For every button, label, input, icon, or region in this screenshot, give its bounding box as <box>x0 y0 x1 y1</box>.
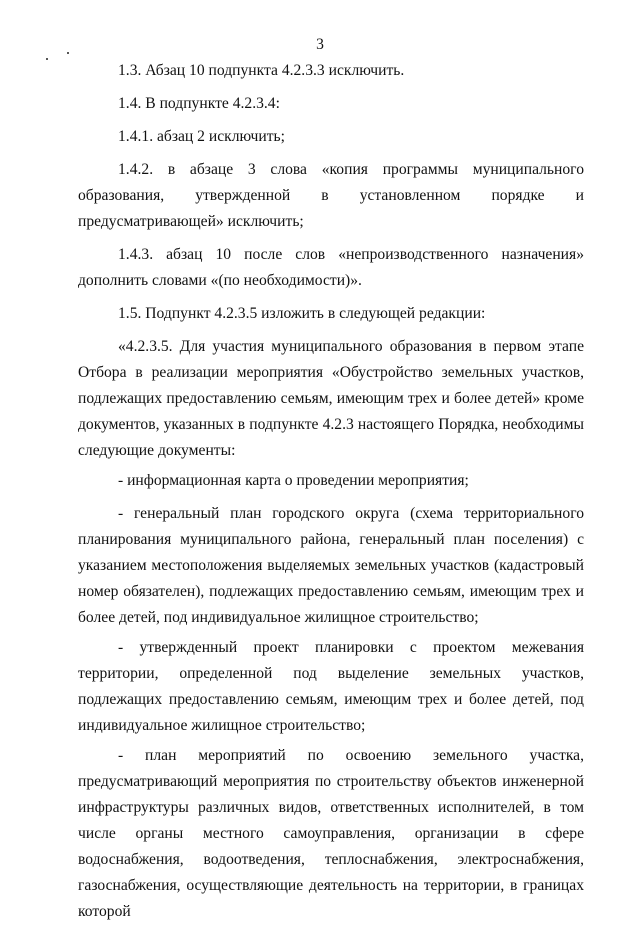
paragraph-1-5: 1.5. Подпункт 4.2.3.5 изложить в следующей редакции: <box>118 305 486 322</box>
list-item-info-card: - информационная карта о проведении мероприятия; <box>118 472 469 489</box>
page-number: 3 <box>316 36 324 53</box>
list-item-action-plan: - план мероприятий по освоению земельного участка, предусматривающий мероприятия по строительству объектов инженерной инфраструктуры различных видов, ответственных исполнителей, в том числе органы местного самоуправления, организации в сфере водоснабжения, водоотведения, теплоснабжения, электроснабжения, газоснабжения, осуществляющие деятельность на территории, в границах которой <box>78 747 584 920</box>
paragraph-4-2-3-5: «4.2.3.5. Для участия муниципального образования в первом этапе Отбора в реализации мероприятия «Обустройство земельных участков, подлежащих предоставлению семьям, имеющим трех и более детей» кроме документов, указанных в подпункте 4.2.3 настоящего Порядка, необходимы следующие документы: <box>78 338 584 459</box>
list-item-general-plan: - генеральный план городского округа (схема территориального планирования муниципального района, генеральный план поселения) с указанием местоположения выделяемых земельных участков (кадастровый номер обязателен), подлежащих предоставлению семьям, имеющим трех и более детей, под индивидуальное жилищное строительство; <box>78 505 584 626</box>
paragraph-1-4-2: 1.4.2. в абзаце 3 слова «копия программы муниципального образования, утвержденной в установленном порядке и предусматривающей» исключить; <box>78 161 584 230</box>
paragraph-1-4: 1.4. В подпункте 4.2.3.4: <box>118 95 280 112</box>
paragraph-1-4-1: 1.4.1. абзац 2 исключить; <box>118 128 285 145</box>
scan-speck <box>46 58 48 60</box>
document-body <box>78 58 584 932</box>
list-item-planning-project: - утвержденный проект планировки с проектом межевания территории, определенной под выделение земельных участков, подлежащих предоставлению семьям, имеющим трех и более детей, под индивидуальное жилищное строительство; <box>78 639 584 734</box>
paragraph-1-4-3: 1.4.3. абзац 10 после слов «непроизводственного назначения» дополнить словами «(по необходимости)». <box>78 246 584 289</box>
paragraph-1-3: 1.3. Абзац 10 подпункта 4.2.3.3 исключить. <box>118 62 405 79</box>
